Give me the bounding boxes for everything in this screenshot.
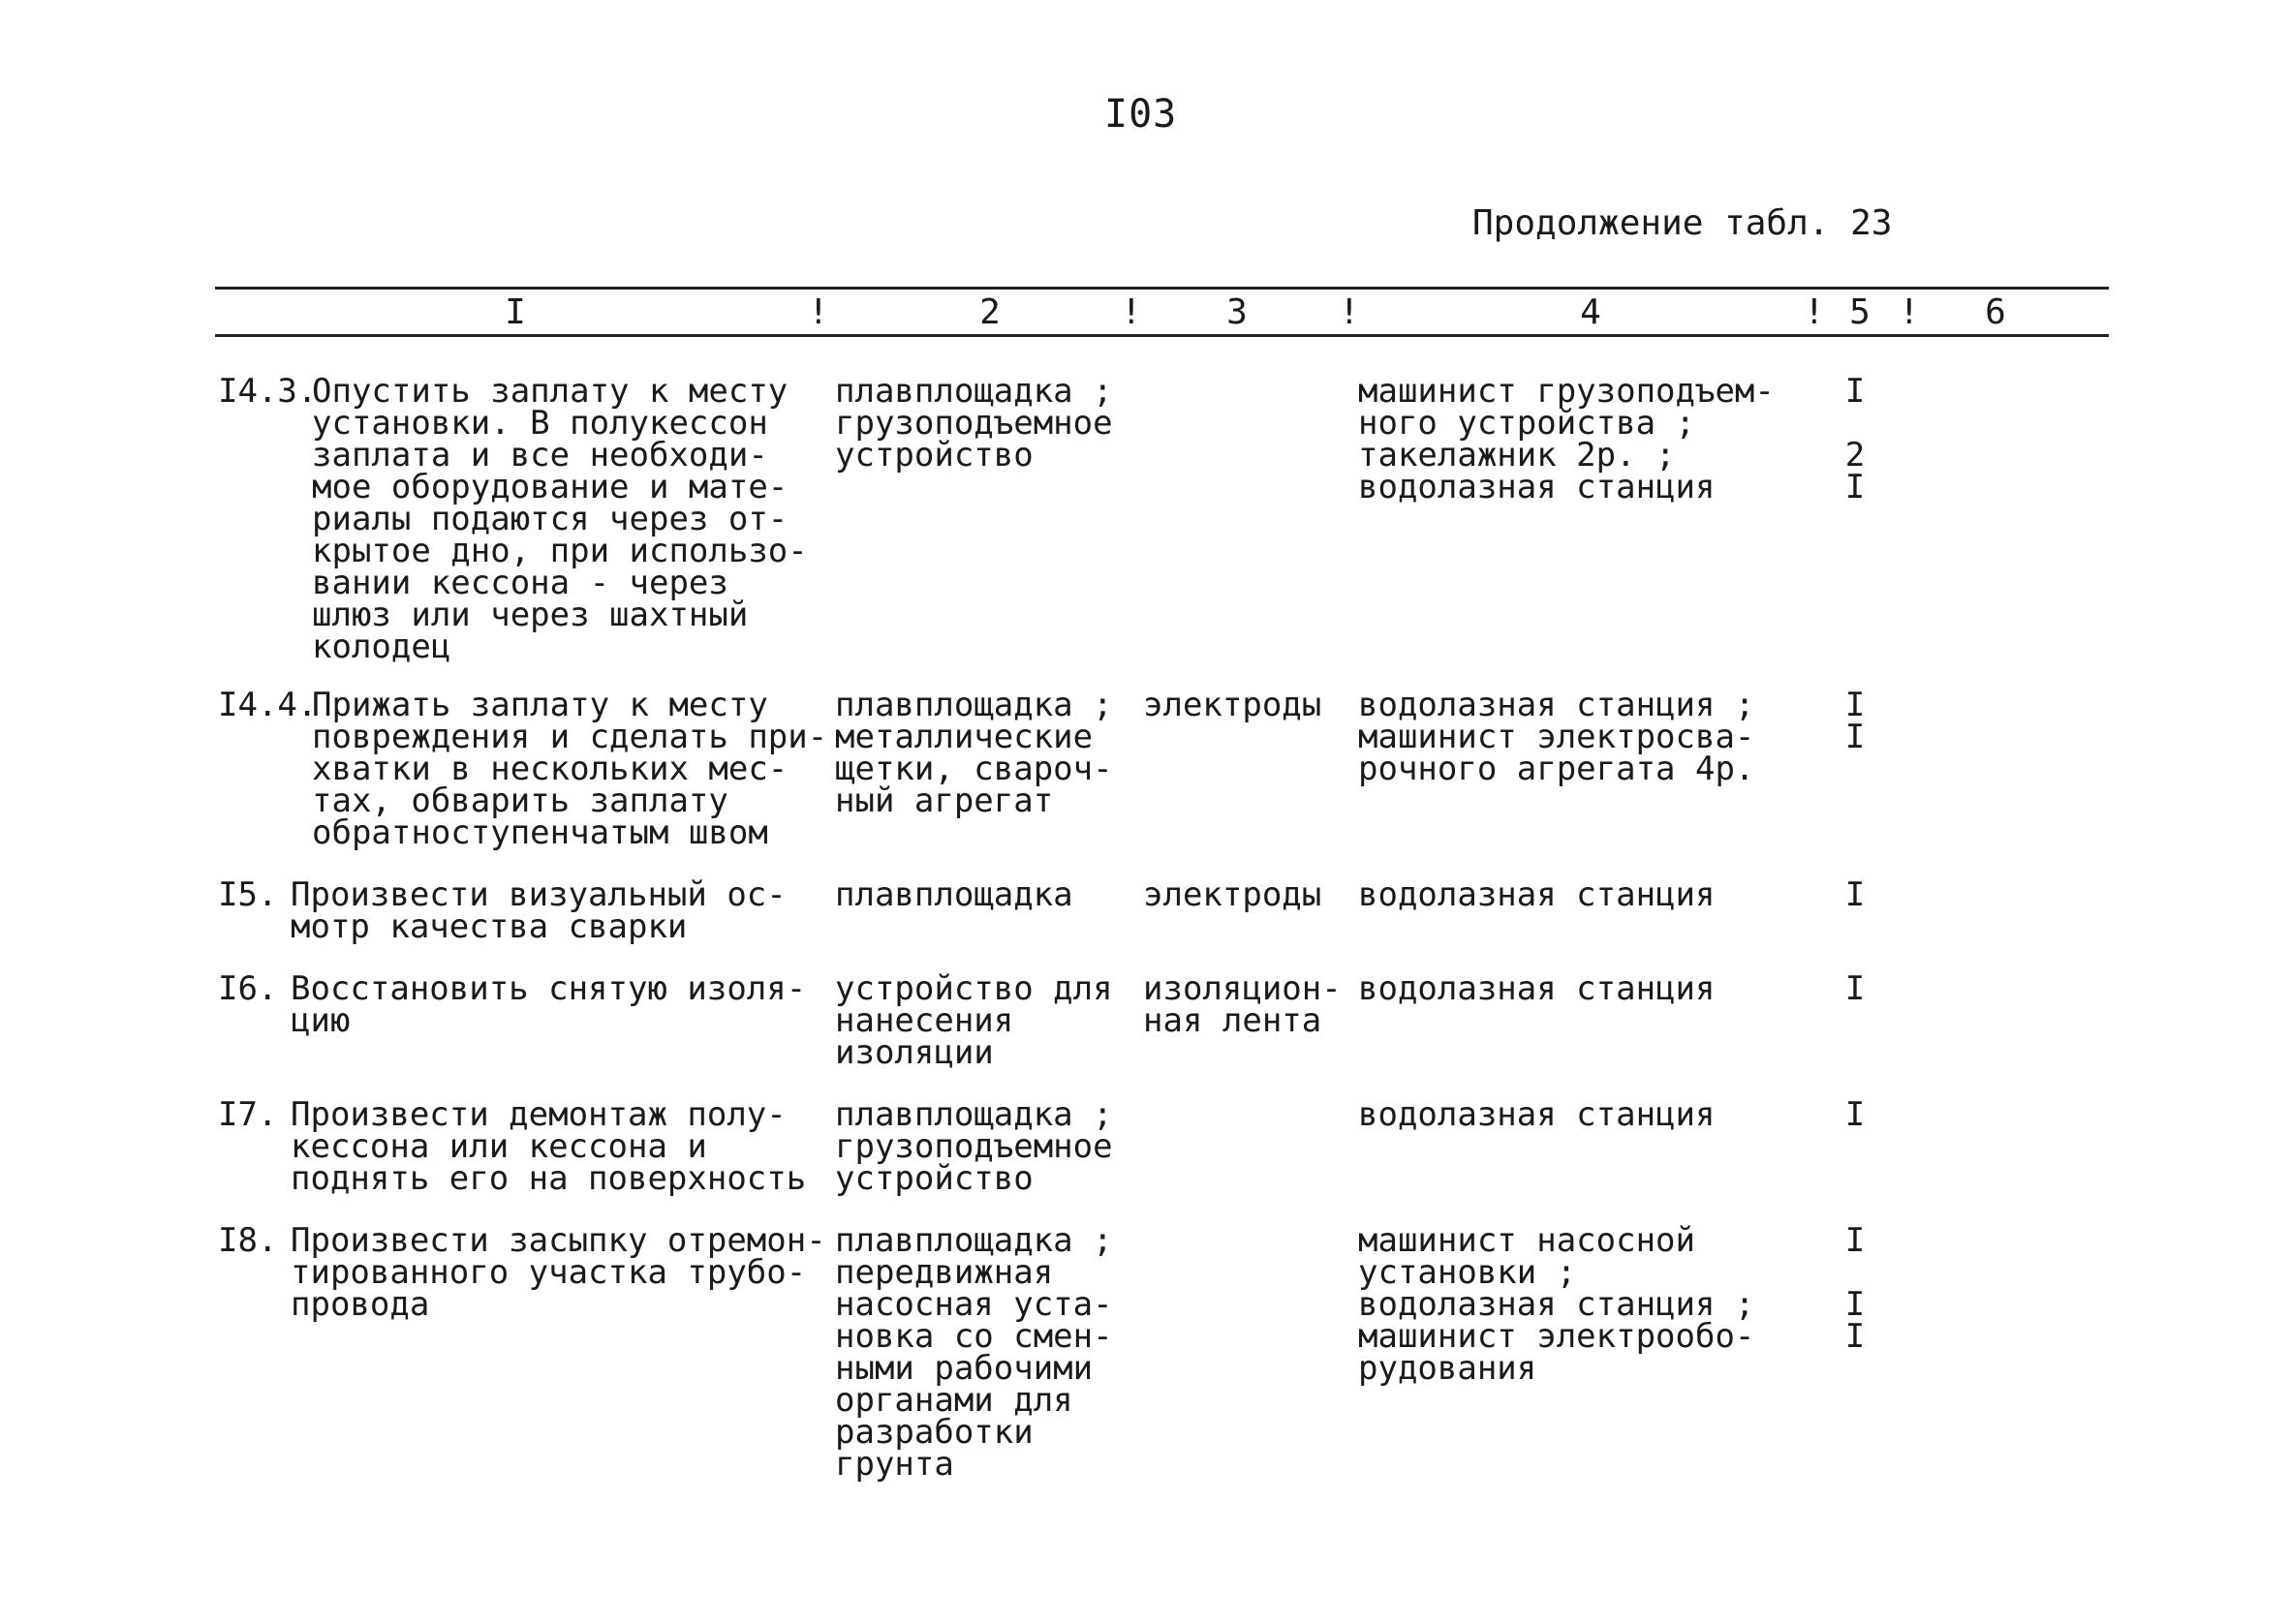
equipment-cell-line: плавплощадка ; — [835, 1095, 1113, 1134]
equipment-cell — [835, 875, 1073, 914]
operation-cell-line: мотр качества сварки — [291, 907, 688, 946]
operation-cell-line: обратноступенчатым швом — [312, 813, 768, 852]
operation-cell-line: Опустить заплату к месту — [312, 372, 789, 411]
header-col-1: I — [505, 292, 526, 332]
table-header — [215, 292, 2109, 331]
operation-cell — [291, 969, 807, 1040]
quantity-cell-line: 2 — [1844, 436, 1866, 475]
operation-cell-line: колодец — [312, 628, 451, 666]
header-separator: ! — [1339, 292, 1360, 332]
personnel-cell — [1358, 686, 1755, 788]
personnel-cell-line: рочного агрегата 4р. — [1358, 750, 1755, 788]
operation-cell-line: Прижать заплату к месту — [312, 686, 768, 724]
page-number: I03 — [1104, 92, 1178, 137]
equipment-cell-line: устройство для — [835, 969, 1113, 1008]
operation-cell-line: Произвести засыпку отремон- — [291, 1221, 826, 1260]
table-continuation-label: Продолжение табл. 23 — [1472, 203, 1893, 243]
operation-cell-line: вании кессона - через — [312, 564, 728, 602]
operation-cell-line: крытое дно, при использо- — [312, 532, 808, 570]
quantity-cell — [1840, 686, 1870, 756]
personnel-cell-line: водолазная станция — [1358, 1095, 1716, 1134]
equipment-cell-line: органами для — [835, 1381, 1073, 1420]
operation-cell-line: риалы подаются через от- — [312, 500, 789, 538]
personnel-cell-line: машинист электрообо- — [1358, 1317, 1755, 1356]
header-col-3: 3 — [1226, 292, 1248, 332]
equipment-cell — [835, 1095, 1113, 1198]
personnel-cell-line: такелажник 2р. ; — [1358, 436, 1676, 475]
materials-cell-line: электроды — [1143, 686, 1322, 724]
quantity-cell-line: I — [1844, 1317, 1866, 1356]
operation-cell-line: заплата и все необходи- — [312, 436, 768, 475]
operation-cell-line: тированного участка трубо- — [291, 1253, 807, 1292]
equipment-cell-line: ный агрегат — [835, 781, 1054, 820]
row-number: I4.3. — [218, 372, 318, 411]
equipment-cell-line: изоляции — [835, 1033, 994, 1072]
materials-cell-line: ная лента — [1143, 1001, 1322, 1040]
equipment-cell — [835, 686, 1113, 820]
operation-cell-line: цию — [291, 1001, 351, 1040]
row-number: I7. — [218, 1095, 278, 1134]
quantity-cell — [1840, 372, 1870, 506]
personnel-cell-line: водолазная станция — [1358, 468, 1716, 506]
equipment-cell-line: передвижная — [835, 1253, 1054, 1292]
personnel-cell-line: водолазная станция ; — [1358, 686, 1755, 724]
header-col-2: 2 — [979, 292, 1001, 332]
equipment-cell — [835, 1221, 1113, 1484]
quantity-cell-line: I — [1844, 718, 1866, 756]
operation-cell-line: хватки в нескольких мес- — [312, 750, 789, 788]
equipment-cell-line: устройство — [835, 1159, 1034, 1198]
quantity-cell-line: I — [1844, 1285, 1866, 1324]
operation-cell-line: тах, обварить заплату — [312, 781, 728, 820]
header-separator: ! — [808, 292, 829, 332]
materials-cell — [1143, 875, 1322, 914]
equipment-cell-line: новка со смен- — [835, 1317, 1113, 1356]
equipment-cell-line: грунта — [835, 1445, 954, 1484]
equipment-cell-line: плавплощадка ; — [835, 686, 1113, 724]
materials-cell-line: электроды — [1143, 875, 1322, 914]
operation-cell-line: шлюз или через шахтный — [312, 596, 749, 634]
operation-cell-line: поднять его на поверхность — [291, 1159, 807, 1198]
personnel-cell-line: водолазная станция — [1358, 969, 1716, 1008]
quantity-cell-line: I — [1844, 875, 1866, 914]
operation-cell — [291, 875, 787, 946]
personnel-cell — [1358, 372, 1775, 506]
personnel-cell — [1358, 875, 1716, 914]
quantity-cell-line: I — [1844, 372, 1866, 411]
personnel-cell-line: установки ; — [1358, 1253, 1577, 1292]
personnel-cell-line: ного устройства ; — [1358, 404, 1695, 443]
materials-cell-line: изоляцион- — [1143, 969, 1342, 1008]
quantity-cell — [1840, 969, 1870, 1008]
row-number: I5. — [218, 875, 278, 914]
personnel-cell-line: водолазная станция — [1358, 875, 1716, 914]
materials-cell — [1143, 686, 1322, 724]
equipment-cell-line: плавплощадка ; — [835, 1221, 1113, 1260]
header-separator: ! — [1804, 292, 1825, 332]
operation-cell-line: Восстановить снятую изоля- — [291, 969, 807, 1008]
equipment-cell-line: ными рабочими — [835, 1349, 1094, 1388]
row-number: I4.4. — [218, 686, 318, 724]
operation-cell-line: мое оборудование и мате- — [312, 468, 789, 506]
operation-cell — [291, 1095, 807, 1198]
personnel-cell-line: машинист насосной — [1358, 1221, 1695, 1260]
equipment-cell-line: грузоподъемное — [835, 1127, 1113, 1166]
personnel-cell — [1358, 969, 1716, 1008]
operation-cell — [291, 1221, 826, 1324]
equipment-cell-line: нанесения — [835, 1001, 1014, 1040]
operation-cell-line: Произвести визуальный ос- — [291, 875, 787, 914]
operation-cell-line: провода — [291, 1285, 430, 1324]
operation-cell — [312, 372, 808, 666]
quantity-cell-line: I — [1844, 468, 1866, 506]
equipment-cell-line: металлические — [835, 718, 1094, 756]
equipment-cell-line: плавплощадка ; — [835, 372, 1113, 411]
equipment-cell-line: устройство — [835, 436, 1034, 475]
quantity-cell-line: I — [1844, 1095, 1866, 1134]
personnel-cell — [1358, 1095, 1716, 1134]
equipment-cell-line: разработки — [835, 1413, 1034, 1452]
table-header-bottom-rule — [215, 334, 2109, 337]
quantity-cell-line: I — [1844, 1221, 1866, 1260]
quantity-cell-line: I — [1844, 686, 1866, 724]
operation-cell — [312, 686, 828, 852]
quantity-cell — [1840, 1221, 1870, 1356]
operation-cell-line: установки. В полукессон — [312, 404, 768, 443]
header-separator: ! — [1121, 292, 1142, 332]
equipment-cell-line: грузоподъемное — [835, 404, 1113, 443]
personnel-cell-line: водолазная станция ; — [1358, 1285, 1755, 1324]
equipment-cell — [835, 969, 1113, 1072]
row-number: I6. — [218, 969, 278, 1008]
operation-cell-line: повреждения и сделать при- — [312, 718, 828, 756]
equipment-cell-line: насосная уста- — [835, 1285, 1113, 1324]
materials-cell — [1143, 969, 1342, 1040]
quantity-cell-line: I — [1844, 969, 1866, 1008]
header-col-4: 4 — [1580, 292, 1601, 332]
personnel-cell-line: машинист грузоподъем- — [1358, 372, 1775, 411]
header-col-5: 5 — [1849, 292, 1871, 332]
row-number: I8. — [218, 1221, 278, 1260]
operation-cell-line: Произвести демонтаж полу- — [291, 1095, 787, 1134]
header-separator: ! — [1899, 292, 1920, 332]
equipment-cell-line: щетки, свароч- — [835, 750, 1113, 788]
personnel-cell — [1358, 1221, 1755, 1388]
header-col-6: 6 — [1985, 292, 2006, 332]
equipment-cell — [835, 372, 1113, 475]
personnel-cell-line: рудования — [1358, 1349, 1537, 1388]
operation-cell-line: кессона или кессона и — [291, 1127, 707, 1166]
quantity-cell — [1840, 875, 1870, 914]
table-header-top-rule — [215, 287, 2109, 290]
quantity-cell — [1840, 1095, 1870, 1134]
personnel-cell-line: машинист электросва- — [1358, 718, 1755, 756]
equipment-cell-line: плавплощадка — [835, 875, 1073, 914]
